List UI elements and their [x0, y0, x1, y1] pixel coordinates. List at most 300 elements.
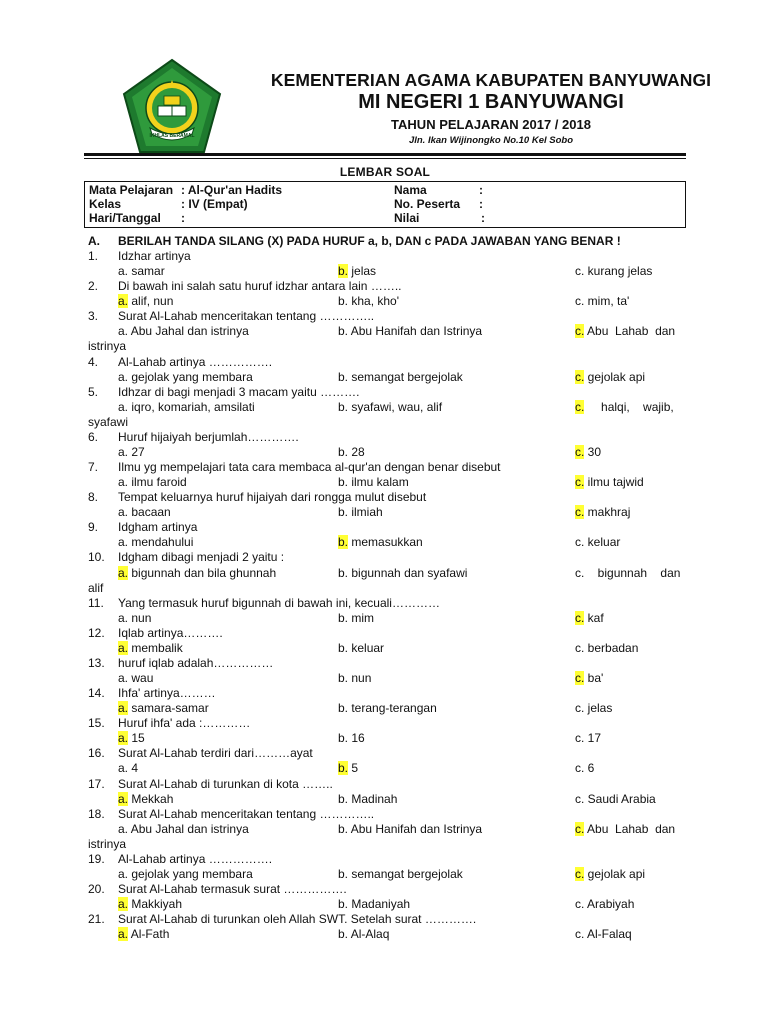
option-b-letter: b. [338, 761, 349, 776]
option-a-letter: a. [118, 671, 129, 685]
header-rule-thick [84, 153, 686, 156]
question-number: 1. [88, 249, 99, 263]
options-row [0, 701, 768, 715]
question-text: Ilmu yg mempelajari tata cara membaca al-qur'an dengan benar disebut [118, 460, 501, 474]
option-c-letter: c. [575, 927, 585, 942]
option-c-text: halqi, wajib, [584, 399, 674, 414]
option-a-text: 4 [128, 761, 139, 776]
option-c-letter: c. [575, 535, 585, 550]
option-a-text: ilmu faroid [128, 475, 187, 489]
option-c-text: 17 [584, 731, 602, 746]
option-a[interactable] [118, 264, 165, 278]
question-text: Iqlab artinya………. [118, 625, 223, 640]
option-a[interactable] [118, 792, 173, 806]
option-a[interactable] [118, 475, 187, 489]
question-row [0, 309, 768, 323]
option-b-letter: b. [338, 701, 349, 716]
question-row [0, 852, 768, 866]
question-number: 15. [88, 716, 105, 731]
option-c-letter: c. [575, 791, 585, 806]
option-b-text: Madinah [348, 791, 398, 806]
section-letter: A. [88, 234, 100, 248]
options-row [0, 867, 768, 881]
question-number: 8. [88, 490, 99, 505]
question-text: Surat Al-Lahab terdiri dari………ayat [118, 746, 313, 761]
options-row [0, 505, 768, 519]
option-a[interactable] [118, 294, 173, 308]
option-b-text: nun [348, 671, 372, 685]
instruction-text: BERILAH TANDA SILANG (X) PADA HURUF a, b, DAN c PADA JAWABAN YANG BENAR ! [118, 234, 621, 248]
option-a-letter: a. [118, 610, 129, 625]
letterhead [236, 70, 746, 148]
option-a-letter: a. [118, 701, 129, 716]
logo-motto: IKHLAS BERAMAL [149, 133, 195, 139]
options-row [0, 761, 768, 775]
question-row [0, 686, 768, 700]
option-c-letter: c. [575, 761, 585, 776]
options-row [0, 641, 768, 655]
option-b-text: Madaniyah [348, 897, 411, 911]
question-text: Surat Al-Lahab menceritakan tentang ………….. [118, 309, 375, 324]
question-number: 10. [88, 550, 105, 565]
option-b[interactable] [338, 731, 365, 745]
option-c-text: Al-Falaq [584, 927, 632, 942]
option-continuation-row [0, 415, 768, 429]
option-c-text: ba' [584, 671, 604, 685]
option-c-text: 30 [584, 444, 602, 459]
option-c-text: gejolak api [584, 866, 646, 881]
question-row [0, 626, 768, 640]
option-c[interactable] [575, 294, 629, 308]
option-b-letter: b. [338, 821, 349, 836]
option-a-letter: a. [118, 821, 129, 836]
option-c-letter: c. [575, 324, 585, 339]
option-c-letter: c. [575, 701, 585, 716]
option-c-text: Arabiyah [584, 897, 635, 911]
option-a-text: bacaan [128, 505, 171, 520]
option-b-letter: b. [338, 264, 349, 279]
option-c-letter: c. [575, 866, 585, 881]
option-b-text: kha, kho' [348, 294, 400, 309]
question-number: 4. [88, 354, 99, 369]
option-a-letter: a. [118, 324, 129, 339]
option-c-letter: c. [575, 264, 585, 279]
question-number: 12. [88, 625, 105, 640]
option-c[interactable] [575, 927, 632, 941]
option-b[interactable] [338, 400, 442, 414]
option-b-letter: b. [338, 565, 349, 580]
option-c[interactable] [575, 370, 645, 384]
option-c-letter: c. [575, 610, 585, 625]
options-row [0, 671, 768, 685]
options-row [0, 264, 768, 278]
option-continuation: syafawi [88, 414, 129, 429]
option-a-letter: a. [118, 444, 129, 459]
option-b[interactable] [338, 641, 384, 655]
option-a-text: membalik [128, 640, 183, 655]
option-c[interactable] [575, 641, 638, 655]
date-field[interactable]: : [181, 211, 185, 225]
option-c-letter: c. [575, 821, 585, 836]
option-a-text: Abu Jahal dan istrinya [128, 324, 249, 339]
option-c[interactable] [575, 324, 675, 338]
option-c[interactable] [575, 264, 652, 278]
option-b[interactable] [338, 566, 467, 580]
options-row [0, 400, 768, 414]
question-text: huruf iqlab adalah…………… [118, 655, 274, 670]
option-a[interactable] [118, 897, 182, 911]
option-a-text: 27 [128, 444, 145, 459]
option-c[interactable] [575, 897, 634, 911]
option-b[interactable] [338, 294, 399, 308]
option-c-letter: c. [575, 369, 585, 384]
name-field[interactable]: : [479, 183, 483, 197]
option-c-text: kurang jelas [584, 264, 653, 279]
options-row [0, 792, 768, 806]
option-b-letter: b. [338, 731, 349, 746]
school-name: MI NEGERI 1 BANYUWANGI [358, 91, 624, 113]
option-b-text: mim [348, 610, 375, 625]
option-a-text: bigunnah dan bila ghunnah [128, 565, 277, 580]
option-c-letter: c. [575, 475, 585, 489]
option-a-text: alif, nun [128, 294, 174, 309]
option-c-letter: c. [575, 671, 585, 685]
option-c[interactable] [575, 671, 603, 685]
score-field[interactable]: : [481, 211, 485, 225]
option-b-letter: b. [338, 399, 349, 414]
class-value: : IV (Empat) [181, 197, 248, 211]
question-number: 5. [88, 384, 99, 399]
question-text: Idhzar di bagi menjadi 3 macam yaitu ………. [118, 384, 360, 399]
option-b-letter: b. [338, 294, 349, 309]
option-a[interactable] [118, 731, 145, 745]
option-b-text: terang-terangan [348, 701, 437, 716]
option-b[interactable] [338, 611, 374, 625]
info-row-class [85, 197, 685, 211]
option-a-letter: a. [118, 565, 129, 580]
question-row [0, 460, 768, 474]
option-b[interactable] [338, 475, 409, 489]
option-a[interactable] [118, 535, 193, 549]
option-c-text: Saudi Arabia [584, 791, 656, 806]
option-a-letter: a. [118, 761, 129, 776]
option-b-text: 16 [348, 731, 365, 746]
question-row [0, 550, 768, 564]
option-b-text: 28 [348, 444, 365, 459]
question-row [0, 385, 768, 399]
option-b-letter: b. [338, 505, 349, 520]
option-c-text: makhraj [584, 505, 631, 520]
question-number: 20. [88, 881, 105, 896]
question-number: 14. [88, 686, 105, 700]
option-a-text: Makkiyah [128, 897, 183, 911]
option-c-letter: c. [575, 294, 585, 309]
question-row [0, 249, 768, 263]
option-a-text: Mekkah [128, 791, 174, 806]
question-row [0, 430, 768, 444]
option-b-letter: b. [338, 866, 349, 881]
question-text: Huruf ihfa' ada :………… [118, 716, 251, 731]
option-a[interactable] [118, 370, 253, 384]
subject-label: Mata Pelajaran [89, 183, 174, 197]
option-a-letter: a. [118, 731, 129, 746]
option-a-text: gejolak yang membara [128, 369, 253, 384]
option-b-text: syafawi, wau, alif [348, 399, 443, 414]
option-a-letter: a. [118, 927, 129, 942]
question-number: 13. [88, 655, 105, 670]
option-b[interactable] [338, 324, 482, 338]
option-c[interactable] [575, 400, 674, 414]
option-continuation: alif [88, 580, 104, 595]
question-row [0, 490, 768, 504]
options-row [0, 731, 768, 745]
option-a-text: iqro, komariah, amsilati [128, 399, 255, 414]
option-b[interactable] [338, 822, 482, 836]
option-a-text: gejolak yang membara [128, 866, 253, 881]
option-b-text: Abu Hanifah dan Istrinya [348, 324, 483, 339]
option-a-text: nun [128, 610, 152, 625]
ministry-logo-icon [120, 58, 224, 156]
option-c-letter: c. [575, 444, 585, 459]
option-c[interactable] [575, 445, 601, 459]
question-number: 9. [88, 520, 99, 535]
option-b[interactable] [338, 671, 371, 685]
option-a[interactable] [118, 566, 276, 580]
options-row [0, 927, 768, 941]
option-a-letter: a. [118, 897, 129, 911]
option-a[interactable] [118, 671, 153, 685]
option-c-text: Abu Lahab dan [584, 821, 676, 836]
question-text: Al-Lahab artinya ……………. [118, 851, 273, 866]
options-row [0, 294, 768, 308]
option-a-text: wau [128, 671, 154, 685]
class-label: Kelas [89, 197, 122, 211]
option-c[interactable] [575, 731, 601, 745]
question-row [0, 912, 768, 926]
option-a-letter: a. [118, 294, 129, 309]
question-text: Tempat keluarnya huruf hijaiyah dari rongga mulut disebut [118, 490, 427, 505]
option-b-letter: b. [338, 640, 349, 655]
question-text: Surat Al-Lahab di turunkan di kota …….. [118, 776, 333, 791]
subject-value: : Al-Qur'an Hadits [181, 183, 283, 197]
question-row [0, 716, 768, 730]
question-row [0, 777, 768, 791]
option-c-text: gejolak api [584, 369, 646, 384]
option-a[interactable] [118, 611, 151, 625]
options-row [0, 475, 768, 489]
question-row [0, 807, 768, 821]
option-a-text: samara-samar [128, 701, 209, 716]
question-text: Surat Al-Lahab menceritakan tentang ………….. [118, 806, 375, 821]
option-c-letter: c. [575, 565, 585, 580]
option-a[interactable] [118, 324, 249, 338]
sheet-title: LEMBAR SOAL [339, 165, 431, 179]
question-row [0, 596, 768, 610]
question-row [0, 656, 768, 670]
option-b-text: 5 [348, 761, 359, 776]
option-a-letter: a. [118, 866, 129, 881]
option-b[interactable] [338, 370, 463, 384]
info-row-subject [85, 183, 685, 197]
option-a-letter: a. [118, 475, 129, 489]
question-number: 11. [88, 595, 104, 610]
option-b[interactable] [338, 445, 365, 459]
option-c-text: keluar [584, 535, 621, 550]
option-c[interactable] [575, 792, 656, 806]
option-b[interactable] [338, 701, 437, 715]
option-c[interactable] [575, 761, 594, 775]
option-c-letter: c. [575, 399, 585, 414]
question-number: 18. [88, 806, 105, 821]
option-b-letter: b. [338, 671, 349, 685]
question-text: Al-Lahab artinya ……………. [118, 354, 273, 369]
question-text: Idgham artinya [118, 520, 198, 535]
option-c[interactable] [575, 701, 612, 715]
question-row [0, 279, 768, 293]
option-continuation-row [0, 581, 768, 595]
option-c-text: mim, ta' [584, 294, 630, 309]
question-number: 16. [88, 746, 105, 761]
option-c[interactable] [575, 566, 680, 580]
option-c-letter: c. [575, 897, 585, 911]
option-c[interactable] [575, 475, 644, 489]
option-a-text: Al-Fath [128, 927, 170, 942]
option-a-letter: a. [118, 505, 129, 520]
option-b-text: ilmiah [348, 505, 383, 520]
option-b[interactable] [338, 535, 423, 549]
question-number: 3. [88, 309, 99, 324]
score-label: Nilai [394, 211, 420, 225]
option-c-text: 6 [584, 761, 595, 776]
question-number: 21. [88, 912, 105, 927]
option-b[interactable] [338, 867, 463, 881]
option-a-letter: a. [118, 369, 129, 384]
option-b-text: Al-Alaq [348, 927, 390, 942]
option-c[interactable] [575, 505, 630, 519]
option-a[interactable] [118, 641, 183, 655]
question-text: Surat Al-Lahab di turunkan oleh Allah SWT. Setelah surat …………. [118, 912, 477, 927]
option-b[interactable] [338, 264, 376, 278]
option-b-letter: b. [338, 369, 349, 384]
option-a-letter: a. [118, 535, 129, 550]
option-b-text: semangat bergejolak [348, 369, 463, 384]
option-continuation: istrinya [88, 836, 127, 851]
options-row [0, 370, 768, 384]
option-b[interactable] [338, 761, 358, 775]
question-text: Di bawah ini salah satu huruf idzhar antara lain …….. [118, 279, 402, 294]
option-c[interactable] [575, 611, 604, 625]
option-b[interactable] [338, 505, 383, 519]
option-a-letter: a. [118, 399, 129, 414]
option-continuation-row [0, 339, 768, 353]
option-b-text: memasukkan [348, 535, 423, 550]
option-c-text: jelas [584, 701, 613, 716]
option-a-letter: a. [118, 640, 129, 655]
option-a[interactable] [118, 400, 255, 414]
option-c-text: kaf [584, 610, 604, 625]
option-b-text: Abu Hanifah dan Istrinya [348, 821, 483, 836]
option-c-text: berbadan [584, 640, 639, 655]
option-a[interactable] [118, 761, 138, 775]
option-c[interactable] [575, 535, 620, 549]
options-row [0, 822, 768, 836]
question-row [0, 882, 768, 896]
options-row [0, 897, 768, 911]
question-number: 17. [88, 776, 105, 791]
option-b-text: ilmu kalam [348, 475, 409, 489]
question-row [0, 355, 768, 369]
option-b[interactable] [338, 792, 397, 806]
question-text: Idzhar artinya [118, 249, 191, 263]
option-a-text: samar [128, 264, 165, 279]
option-a-text: Abu Jahal dan istrinya [128, 821, 249, 836]
option-b-letter: b. [338, 475, 349, 489]
option-continuation: istrinya [88, 339, 127, 354]
options-row [0, 611, 768, 625]
question-number: 19. [88, 851, 105, 866]
option-b-letter: b. [338, 927, 349, 942]
question-row [0, 746, 768, 760]
option-a[interactable] [118, 867, 253, 881]
options-row [0, 566, 768, 580]
date-label: Hari/Tanggal [89, 211, 161, 225]
name-label: Nama [394, 183, 427, 197]
option-b[interactable] [338, 927, 389, 941]
option-a-letter: a. [118, 264, 129, 279]
option-a[interactable] [118, 505, 171, 519]
student-info-box [84, 181, 686, 228]
option-a-text: 15 [128, 731, 145, 746]
academic-year: TAHUN PELAJARAN 2017 / 2018 [391, 117, 591, 132]
option-a[interactable] [118, 701, 209, 715]
option-b-text: keluar [348, 640, 385, 655]
option-a[interactable] [118, 822, 249, 836]
options-row [0, 535, 768, 549]
question-text: Ihfa' artinya……… [118, 686, 216, 700]
option-c-text: Abu Lahab dan [584, 324, 676, 339]
question-text: Yang termasuk huruf bigunnah di bawah ini, kecuali………… [118, 595, 440, 610]
option-a[interactable] [118, 445, 145, 459]
option-b-letter: b. [338, 535, 349, 550]
option-b-text: jelas [348, 264, 377, 279]
header-rule-thin [84, 158, 686, 159]
question-text: Idgham dibagi menjadi 2 yaitu : [118, 550, 285, 565]
options-row [0, 324, 768, 338]
option-c-letter: c. [575, 505, 585, 520]
ministry-name: KEMENTERIAN AGAMA KABUPATEN BANYUWANGI [270, 70, 712, 90]
option-b-text: semangat bergejolak [348, 866, 463, 881]
option-c[interactable] [575, 867, 645, 881]
participant-number-field[interactable]: : [479, 197, 483, 211]
question-row [0, 520, 768, 534]
question-text: Huruf hijaiyah berjumlah…………. [118, 429, 299, 444]
option-c[interactable] [575, 822, 675, 836]
info-row-date [85, 211, 685, 225]
option-a-text: mendahului [128, 535, 194, 550]
question-number: 6. [88, 429, 99, 444]
option-b-text: bigunnah dan syafawi [348, 565, 468, 580]
option-c-letter: c. [575, 640, 585, 655]
option-c-text: bigunnah dan [584, 565, 681, 580]
school-address: Jln. Ikan Wijinongko No.10 Kel Sobo [408, 135, 574, 146]
option-b-letter: b. [338, 610, 349, 625]
options-row [0, 445, 768, 459]
option-continuation-row [0, 837, 768, 851]
question-number: 7. [88, 460, 99, 474]
option-b[interactable] [338, 897, 410, 911]
option-a[interactable] [118, 927, 169, 941]
participant-number-label: No. Peserta [394, 197, 461, 211]
